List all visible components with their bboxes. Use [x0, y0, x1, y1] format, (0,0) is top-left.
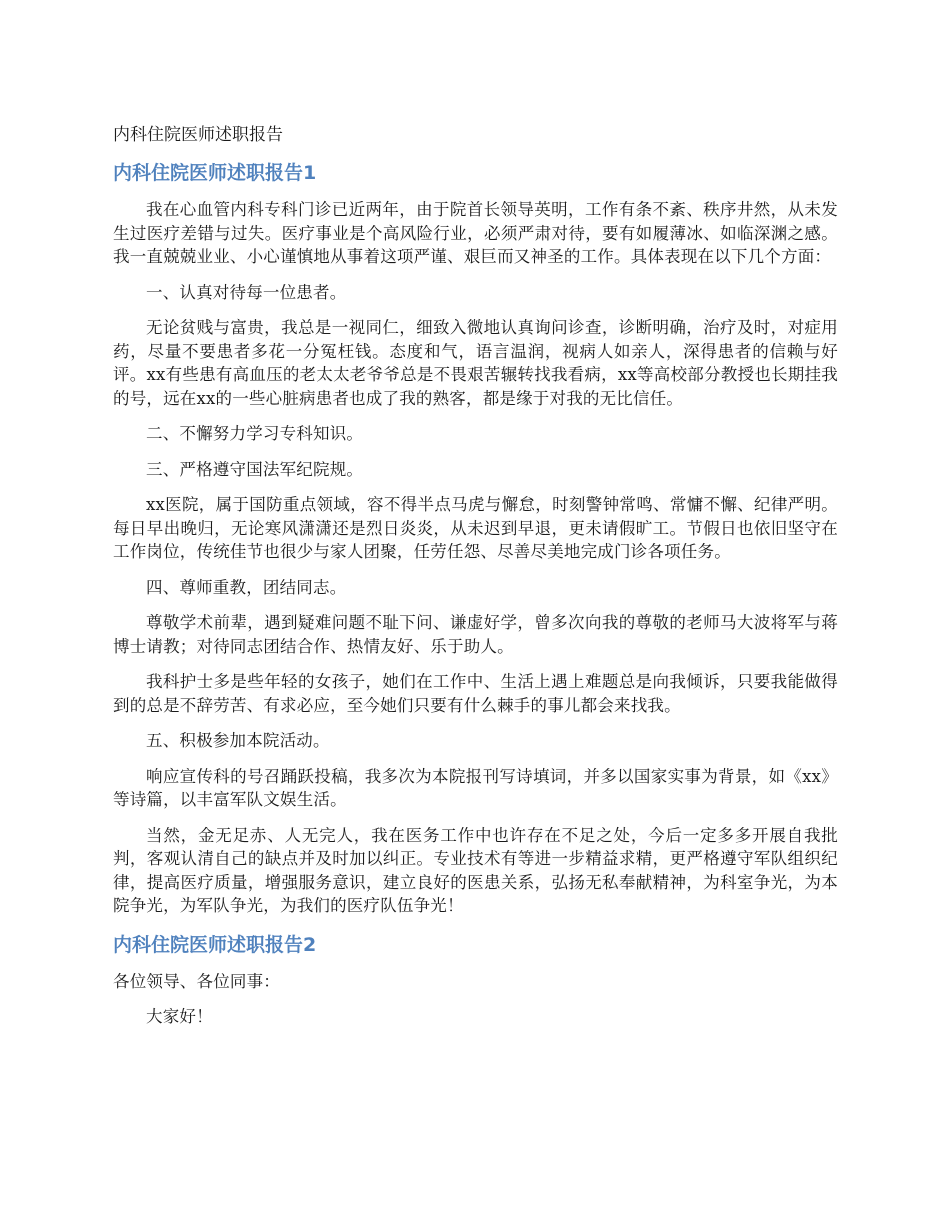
paragraph: 一、认真对待每一位患者。: [146, 282, 347, 302]
salutation: 各位领导、各位同事：: [113, 971, 280, 991]
paragraph: 尊敬学术前辈，遇到疑难问题不耻下问、谦虚好学，曾多次向我的尊敬的老师马大波将军与蒋博士请教；对待同志团结合作、热情友好、乐于助人。: [113, 613, 838, 656]
paragraph: 五、积极参加本院活动。: [146, 731, 330, 750]
paragraph: xx医院，属于国防重点领域，容不得半点马虎与懈怠，时刻警钟常鸣、常慵不懈、纪律严明。每日早出晚归，无论寒风潇潇还是烈日炎炎，从未迟到早退，更未请假旷工。节假日也依旧坚守在工作岗位，传统佳节也很少与家人团聚，任劳任怨、尽善尽美地完成门诊各项任务。: [113, 495, 838, 561]
paragraph: 当然，金无足赤、人无完人，我在医务工作中也许存在不足之处，今后一定多多开展自我批判，客观认清自己的缺点并及时加以纠正。专业技术有等进一步精益求精，更严格遵守军队组织纪律，提高医疗质量，增强服务意识，建立良好的医患关系，弘扬无私奉献精神，为科室争光，为本院争光，为军队争光，为我们的医疗队伍争光！: [113, 825, 838, 915]
paragraph: 我在心血管内科专科门诊已近两年，由于院首长领导英明，工作有条不紊、秩序井然，从未发生过医疗差错与过失。医疗事业是个高风险行业，必须严肃对待，要有如履薄冰、如临深渊之感。我一直兢兢业业、小心谨慎地从事着这项严谨、艰巨而又神圣的工作。具体表现在以下几个方面：: [113, 200, 838, 266]
section-heading-1: 内科住院医师述职报告1: [113, 162, 317, 184]
document-page: [113, 122, 838, 1041]
paragraph: 二、不懈努力学习专科知识。: [146, 424, 364, 443]
paragraph: 大家好！: [146, 1007, 213, 1026]
paragraph: 我科护士多是些年轻的女孩子，她们在工作中、生活上遇上难题总是向我倾诉，只要我能做得到的总是不辞劳苦、有求必应，至今她们只要有什么棘手的事儿都会来找我。: [113, 672, 838, 715]
paragraph: 响应宣传科的号召踊跃投稿，我多次为本院报刊写诗填词，并多以国家实事为背景，如《xx》等诗篇，以丰富军队文娱生活。: [113, 766, 838, 809]
paragraph: 无论贫贱与富贵，我总是一视同仁，细致入微地认真询问诊查，诊断明确，治疗及时，对症用药，尽量不要患者多花一分冤枉钱。态度和气，语言温润，视病人如亲人，深得患者的信赖与好评。xx有些患有高血压的老太太老爷爷总是不畏艰苦辗转找我看病，xx等高校部分教授也长期挂我的号，远在xx的一些心脏病患者也成了我的熟客，都是缘于对我的无比信任。: [113, 318, 838, 408]
paragraph: 四、尊师重教，团结同志。: [146, 577, 347, 597]
paragraph: 三、严格遵守国法军纪院规。: [146, 459, 364, 479]
document-title: 内科住院医师述职报告: [113, 125, 283, 145]
section-heading-2: 内科住院医师述职报告2: [113, 933, 317, 956]
